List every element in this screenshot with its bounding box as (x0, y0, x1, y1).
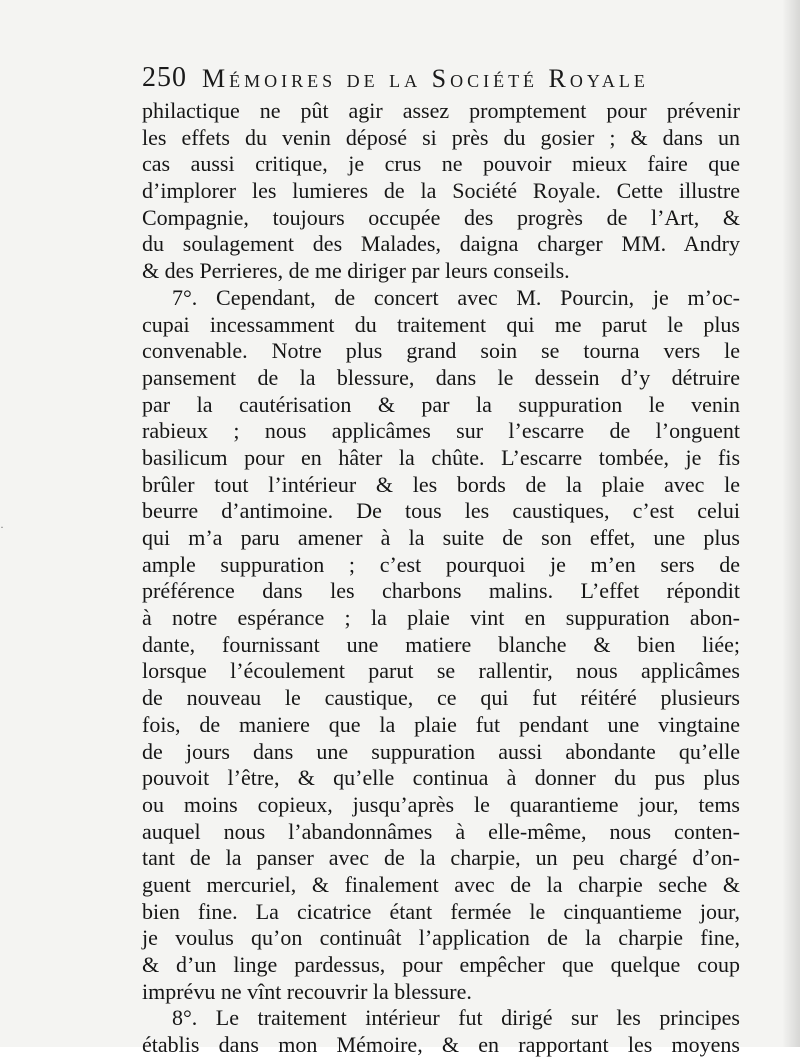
text-line: d’implorer les lumieres de la Société Royale. Cette illustre (142, 178, 740, 204)
text-line: du soulagement des Malades, daigna charger MM. Andry (142, 231, 740, 257)
text-line: guent mercuriel, & finalement avec de la charpie seche & (142, 871, 740, 897)
text-line: imprévu ne vînt recouvrir la blessure. (142, 978, 472, 1004)
text-line: ample suppuration ; c’est pourquoi je m’en sers de (142, 551, 740, 577)
running-title: Mémoires de la Société Royale (202, 64, 649, 93)
text-line: beurre d’antimoine. De tous les caustiques, c’est celui (142, 498, 740, 524)
text-line: pansement de la blessure, dans le dessein d’y détruire (142, 364, 740, 390)
text-line: dante, fournissant une matiere blanche & bien liée; (142, 631, 740, 657)
text-line: tant de la panser avec de la charpie, un peu chargé d’on- (142, 845, 740, 871)
text-line: qui m’a paru amener à la suite de son effet, une plus (142, 525, 740, 550)
text-line: par la cautérisation & par la suppuration le venin (142, 391, 740, 417)
text-line: préférence dans les charbons malins. L’effet répondit (142, 578, 740, 604)
text-line: à notre espérance ; la plaie vint en suppuration abon- (142, 605, 740, 631)
text-line: ou moins copieux, jusqu’après le quarantieme jour, tems (142, 791, 740, 817)
page-edge-shadow (782, 0, 800, 1047)
text-line: les effets du venin déposé si près du gosier ; & dans un (142, 124, 740, 150)
text-line: rabieux ; nous applicâmes sur l’escarre de l’onguent (142, 418, 740, 444)
text-line: cupai incessamment du traitement qui me parut le plus (142, 311, 740, 337)
text-line: je voulus qu’on continuât l’application de la charpie fine, (142, 925, 740, 951)
body-text (142, 98, 740, 1059)
paragraph-start-line: 8°. Le traitement intérieur fut dirigé sur les principes (172, 1005, 740, 1031)
text-line: lorsque l’écoulement parut se rallentir, nous applicâmes (142, 658, 740, 684)
text-line: cas aussi critique, je crus ne pouvoir mieux faire que (142, 151, 740, 177)
text-line: convenable. Notre plus grand soin se tourna vers le (142, 338, 740, 364)
text-line: auquel nous l’abandonnâmes à elle-même, nous conten- (142, 818, 740, 844)
text-line: & des Perrieres, de me diriger par leurs conseils. (142, 258, 570, 284)
text-line: de jours dans une suppuration aussi abondante qu’elle (142, 738, 740, 764)
page-header (142, 56, 742, 96)
text-line: bien fine. La cicatrice étant fermée le cinquantieme jour, (142, 898, 740, 924)
text-line: fois, de maniere que la plaie fut pendant une vingtaine (142, 711, 740, 737)
text-line: & d’un linge pardessus, pour empêcher que quelque coup (142, 952, 740, 977)
text-line: Compagnie, toujours occupée des progrès de l’Art, & (142, 204, 740, 230)
text-line: philactique ne pût agir assez promptement pour prévenir (142, 98, 740, 123)
text-line: de nouveau le caustique, ce qui fut réitéré plusieurs (142, 685, 740, 711)
text-line: pouvoit l’être, & qu’elle continua à donner du pus plus (142, 765, 740, 791)
text-line: établis dans mon Mémoire, & en rapportant les moyens (142, 1032, 740, 1058)
margin-speck: · (0, 520, 4, 534)
text-line: brûler tout l’intérieur & les bords de la plaie avec le (142, 471, 740, 497)
page-number: 250 (142, 62, 187, 93)
paragraph-start-line: 7°. Cependant, de concert avec M. Pourcin, je m’oc- (172, 284, 740, 310)
text-line: basilicum pour en hâter la chûte. L’escarre tombée, je fis (142, 444, 740, 470)
